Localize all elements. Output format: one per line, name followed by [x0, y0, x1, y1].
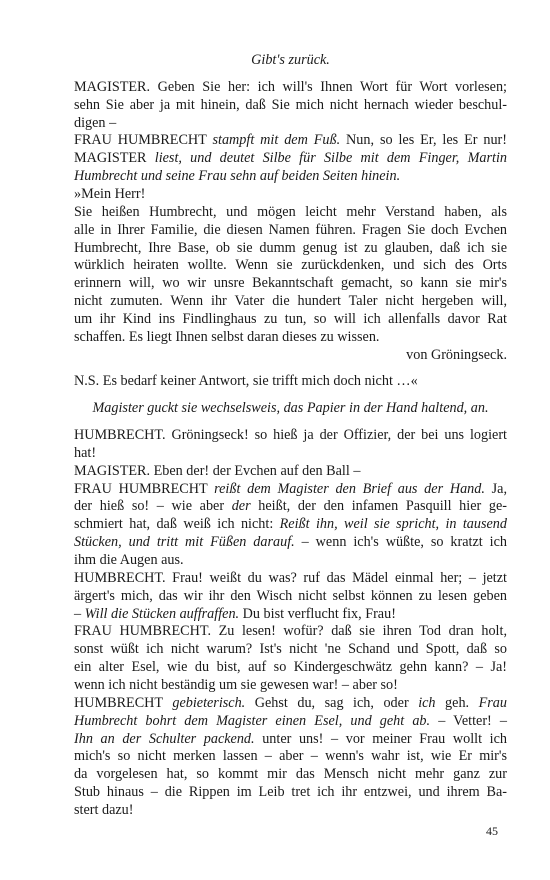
text-line: schaffen. Es liegt Ihnen selbst daran dieses zu wissen.: [74, 328, 380, 345]
text-line: erinnern will, wo wir unsre Bekanntschaft gemacht, so kann sie mir's: [74, 275, 507, 292]
text-line: FRAU HUMBRECHT reißt dem Magister den Brief aus der Hand. Ja,: [74, 480, 507, 497]
text-line: MAGISTER. Geben Sie her: ich will's Ihnen Wort für Wort vorlesen;: [74, 78, 507, 95]
text-line: ein alter Esel, wie du bist, auf so Kindergeschwätz gehn kann? – Ja!: [74, 659, 507, 676]
text-line: MAGISTER liest, und deutet Silbe für Silbe mit dem Finger, Martin: [74, 150, 507, 167]
text-line: wenn ich nicht beständig um sie gewesen war! – aber so!: [74, 677, 398, 693]
text-line: hat!: [74, 444, 97, 461]
text-line: ihm die Augen aus.: [74, 552, 184, 568]
text-line: sonst wüßt ich nicht warum? Ist's nicht 'ne Schand und Spott, daß so: [74, 641, 507, 658]
text-line: »Mein Herr!: [74, 185, 146, 202]
text-line: ärgert's mich, das wir ihr den Wisch nicht selbst können zu lesen geben: [74, 587, 507, 604]
text-line: Humbrecht und seine Frau sehn auf beiden Seiten hinein.: [74, 168, 401, 185]
text-line: der hieß so! – wie aber der heißt, der den infamen Pasquill hier ge-: [74, 498, 507, 515]
text-line: sehn Sie aber ja mit hinein, daß Sie mich nicht hernach wieder beschul-: [74, 96, 507, 113]
text-line: alle in Ihrer Familie, die diesen Namen führen. Fragen Sie doch Evchen: [74, 221, 507, 238]
text-line: Humbrecht bohrt dem Magister einen Esel, und geht ab. – Vetter! –: [74, 712, 507, 729]
page-number: 45: [486, 824, 498, 838]
text-line: stert dazu!: [74, 802, 134, 818]
text-line: Humbrecht, Ihre Base, ob sie dumm genug ist zu glauben, daß ich sie: [74, 239, 507, 256]
text-line: Sie heißen Humbrecht, und mögen leicht mehr Verstand haben, als: [74, 203, 507, 220]
postscript: N.S. Es bedarf keiner Antwort, sie trifft mich doch nicht …«: [74, 373, 418, 390]
text-line: – Will die Stücken auffraffen. Du bist verflucht fix, Frau!: [74, 605, 396, 622]
text-line: HUMBRECHT. Gröningseck! so hieß ja der Offizier, der bei uns logiert: [74, 427, 507, 443]
stage-direction: Gibt's zurück.: [251, 52, 330, 68]
text-line: Ihn an der Schulter packend. unter uns! – vor meiner Frau wollt ich: [74, 730, 507, 747]
text-line: würklich heiraten wollte. Wenn sie zurückdenken, und sich des Orts: [74, 257, 507, 274]
stage-direction: Magister guckt sie wechselsweis, das Papier in der Hand haltend, an.: [92, 400, 489, 417]
text-line: um ihr Kind ins Findlinghaus zu tun, so will ich allenfalls davor Rat: [74, 310, 507, 327]
letter-signature: von Gröningseck.: [406, 346, 507, 363]
text-line: HUMBRECHT gebieterisch. Gehst du, sag ich, oder ich geh. Frau: [74, 694, 507, 711]
text-line: digen –: [74, 114, 117, 131]
text-line: nicht zumuten. Wenn ihr Vater die hundert Taler nicht hergeben will,: [74, 293, 507, 310]
text-line: mich's so nicht merken lassen – aber – wenn's wahr ist, wie Er mir's: [74, 748, 507, 765]
text-line: MAGISTER. Eben der! der Evchen auf den Ball –: [74, 462, 361, 479]
text-line: Stub hinaus – die Rippen im Leib tret ich ihr entzwei, und ihrem Ba-: [74, 784, 507, 801]
text-line: FRAU HUMBRECHT. Zu lesen! wofür? daß sie ihren Tod dran holt,: [74, 623, 507, 640]
text-line: da vorgelesen hat, so kommt mir das Mensch nicht mehr ganz zur: [74, 766, 507, 783]
text-line: FRAU HUMBRECHT stampft mit dem Fuß. Nun, so les Er, les Er nur!: [74, 132, 508, 149]
text-line: HUMBRECHT. Frau! weißt du was? ruf das Mädel einmal her; – jetzt: [74, 569, 507, 586]
text-line: schmiert hat, daß weiß ich nicht: Reißt ihn, weil sie spricht, in tausend: [74, 516, 507, 533]
text-line: Stücken, und tritt mit Füßen darauf. – wenn ich's wüßte, so kratzt ich: [74, 534, 507, 551]
